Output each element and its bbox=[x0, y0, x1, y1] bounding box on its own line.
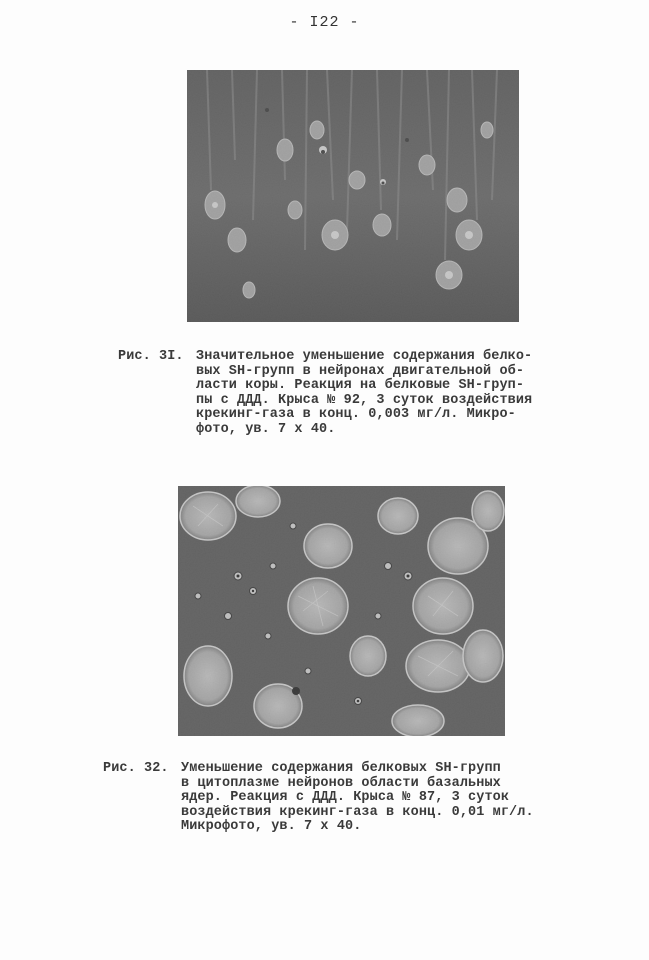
caption-line: воздействия крекинг-газа в конц. 0,01 мг/л. bbox=[181, 804, 534, 820]
caption-line: ядер. Реакция с ДДД. Крыса № 87, 3 суток bbox=[181, 790, 510, 805]
caption-line: Микрофото, ув. 7 х 40. bbox=[181, 819, 362, 834]
micrograph-figure-31 bbox=[187, 70, 519, 322]
caption-line: Уменьшение содержания белковых SH-групп bbox=[181, 761, 501, 776]
figure-32-caption bbox=[103, 762, 553, 842]
caption-line: крекинг-газа в конц. 0,003 мг/л. Микро- bbox=[196, 407, 516, 422]
figure-31-label: Рис. 3I. bbox=[118, 349, 184, 364]
micrograph-figure-32 bbox=[178, 486, 505, 736]
caption-line: вых SH-групп в нейронах двигательной об- bbox=[196, 363, 525, 379]
micrograph-figure-31-image bbox=[187, 70, 519, 322]
figure-32-label: Рис. 32. bbox=[103, 761, 169, 776]
caption-line: фото, ув. 7 х 40. bbox=[196, 421, 336, 437]
figure-31-caption bbox=[118, 350, 558, 460]
micrograph-figure-32-image bbox=[178, 486, 505, 736]
caption-line: ласти коры. Реакция на белковые SH-груп- bbox=[196, 378, 525, 393]
caption-line: в цитоплазме нейронов области базальных bbox=[181, 775, 501, 791]
caption-line: Значительное уменьшение содержания белко- bbox=[196, 349, 533, 364]
page-number: - I22 - bbox=[289, 14, 360, 31]
caption-line: пы с ДДД. Крыса № 92, 3 суток воздействия bbox=[196, 392, 533, 408]
